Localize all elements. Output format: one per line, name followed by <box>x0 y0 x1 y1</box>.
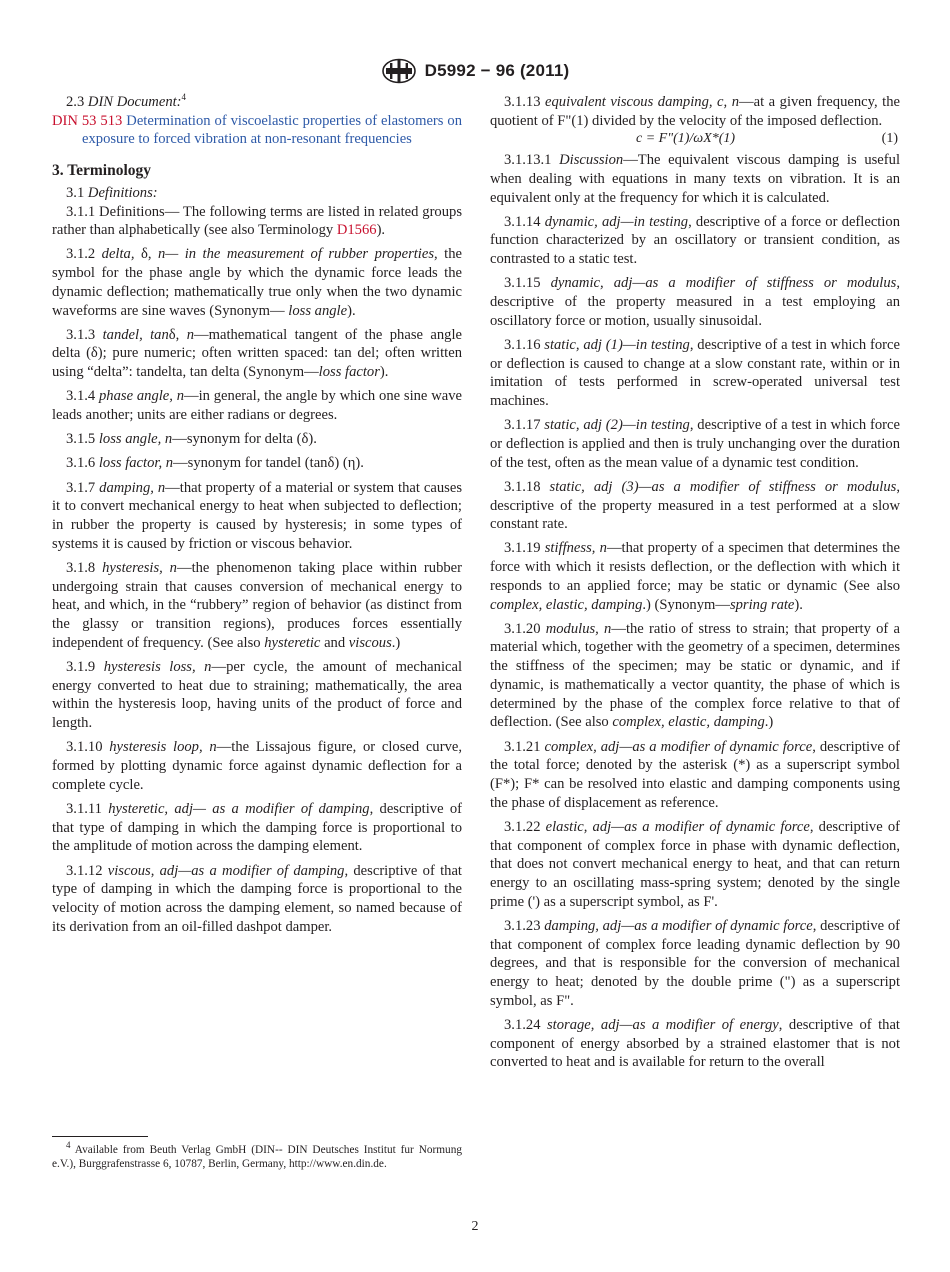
definition-3-1-24: 3.1.24 storage, adj—as a modifier of energy, descriptive of that component of energy absorbed by a strained elastomer that is not converted to heat and is available for return to the overall <box>490 1016 900 1071</box>
d1566-link[interactable]: D1566 <box>336 222 377 239</box>
page-header <box>0 55 950 87</box>
definition-3-1-15: 3.1.15 dynamic, adj—as a modifier of stiffness or modulus, descriptive of the property measured in a test employing an oscillatory force or motion, usually sinusoidal. <box>490 275 900 329</box>
left-column <box>52 93 462 942</box>
definition-3-1-8: 3.1.8 hysteresis, n—the phenomenon taking place within rubber undergoing strain that causes conversion of mechanical energy to heat, and which, in the “rubbery” region of behavior (as distinct from the glassy or transition regions), produces forces essentially independent of frequency. (See also hysteretic and viscous.) <box>52 559 462 651</box>
definition-3-1-5: 3.1.5 loss angle, n—synonym for delta (δ). <box>66 431 317 448</box>
equation-number: (1) <box>881 131 898 147</box>
astm-logo <box>381 58 417 84</box>
din-document-heading: 2.3 DIN Document:$^4$ <box>66 92 187 110</box>
right-column <box>490 93 900 1077</box>
definition-3-1: 3.1 Definitions: <box>66 184 158 201</box>
footnote-divider <box>52 1136 148 1137</box>
definition-3-1-16: 3.1.16 static, adj (1)—in testing, descriptive of a test in which force or deflection is caused to change at a slow constant rate, within or in imitation of tests performed in screw-operated universal test machines. <box>490 336 900 410</box>
equation-1 <box>490 130 900 149</box>
definition-3-1-9: 3.1.9 hysteresis loss, n—per cycle, the amount of mechanical energy converted to heat due to straining; mathematically, the area within the hysteresis loop, having units of the product of force and length. <box>52 658 463 732</box>
section-heading-terminology: 3. Terminology <box>52 162 152 180</box>
equation-expression: c = F"(1)/ωX*(1) <box>636 131 736 147</box>
definition-3-1-20: 3.1.20 modulus, n—the ratio of stress to strain; that property of a material which, together with the geometry of a specimen, determines the stiffness of the specimen; may be static or dynamic, and if dynamic, is mathematically a vector quantity, the phase of which is determined by the phase of the complex force relative to that of deflection. (See also complex, elastic, damping.) <box>490 620 900 731</box>
page-number: 2 <box>471 1219 479 1234</box>
footnote-text: Available from Beuth Verlag GmbH (DIN-- DIN Deutsches Institut fur Normung e.V.), Burggrafenstrasse 6, 10787, Berlin, Germany, http://www.en.din.de. <box>52 1144 462 1170</box>
definition-3-1-19: 3.1.19 stiffness, n—that property of a specimen that determines the force with which it resists deflection, or the deflection with which it responds to an applied force; may be static or dynamic (See also complex, elastic, damping.) (Synonym—spring rate). <box>490 540 900 613</box>
definition-3-1-12: 3.1.12 viscous, adj—as a modifier of damping, descriptive of that type of damping in which the damping force is proportional to the velocity of motion across the damping element, so named because of its derivation from an oil-filled dashpot damper. <box>52 862 462 935</box>
document-id: D5992 − 96 (2011) <box>424 61 570 80</box>
definition-3-1-14: 3.1.14 dynamic, adj—in testing, descriptive of a force or deflection function characterized by an oscillatory or transient condition, as contrasted to a static test. <box>490 213 900 268</box>
definition-3-1-11: 3.1.11 hysteretic, adj— as a modifier of damping, descriptive of that type of damping in which the damping force is proportional to the amplitude of motion across the damping element. <box>52 800 462 855</box>
definition-3-1-23: 3.1.23 damping, adj—as a modifier of dynamic force, descriptive of that component of complex force leading dynamic deflection by 90 degrees, and that is responsible for the conversion of mechanical energy to heat; denoted by the double prime (") as a superscript symbol, as F". <box>490 917 900 1009</box>
din-title[interactable]: Determination of viscoelastic properties of elastomers on exposure to forced vibration at non-resonant frequencies <box>82 112 462 148</box>
din-code[interactable]: DIN 53 513 <box>52 112 123 129</box>
definition-3-1-10: 3.1.10 hysteresis loop, n—the Lissajous figure, or closed curve, formed by plotting dynamic force against dynamic deflection for a complete cycle. <box>52 739 462 793</box>
footnote-4 <box>52 1140 462 1171</box>
definition-3-1-13-1: 3.1.13.1 Discussion—The equivalent viscous damping is useful when dealing with equations in many texts on vibration. It is an equivalent only at the frequency for which it is calculated. <box>490 152 900 206</box>
definition-3-1-18: 3.1.18 static, adj (3)—as a modifier of stiffness or modulus, descriptive of the property measured in a test performed at a slow constant rate. <box>490 478 900 533</box>
definition-3-1-6: 3.1.6 loss factor, n—synonym for tandel (tanδ) (η). <box>66 455 364 472</box>
din-reference-link[interactable] <box>52 112 462 149</box>
definition-3-1-3: 3.1.3 tandel, tanδ, n—mathematical tangent of the phase angle delta (δ); pure numeric; often written spaced: tan del; often written using “delta”: tandelta, tan delta (Synonym—loss factor). <box>52 326 462 381</box>
definition-3-1-13: 3.1.13 equivalent viscous damping, c, n—at a given frequency, the quotient of F"(1) divided by the velocity of the imposed deflection. <box>490 94 900 129</box>
footnote-mark: 4 <box>66 1140 71 1151</box>
definition-3-1-1: 3.1.1 Definitions— The following terms are listed in related groups rather than alphabetically (see also Terminology D1566). <box>52 203 462 239</box>
definition-3-1-22: 3.1.22 elastic, adj—as a modifier of dynamic force, descriptive of that component of complex force in phase with dynamic deflection, that does not convert mechanical energy to heat, and that can return energy to an oscillating mass-spring system; denoted by the single prime (') as a superscript symbol, as F'. <box>490 818 900 910</box>
definition-3-1-4: 3.1.4 phase angle, n—in general, the angle by which one sine wave leads another; units are either radians or degrees. <box>52 388 462 424</box>
definition-3-1-2: 3.1.2 delta, δ, n— in the measurement of rubber properties, the symbol for the phase angle by which the dynamic force leads the dynamic deflection; mathematically true only when the two dynamic waveforms are sine waves (Synonym— loss angle). <box>52 246 462 319</box>
definition-3-1-7: 3.1.7 damping, n—that property of a material or system that causes it to convert mechanical energy to heat when subjected to deflection; in rubber the property is caused by hysteresis; in some types of systems it is caused by friction or viscous behavior. <box>52 479 462 552</box>
definition-3-1-17: 3.1.17 static, adj (2)—in testing, descriptive of a test in which force or deflection is applied and then is truly unchanging over the duration of the test, often as the mean value of a dynamic test condition. <box>490 417 900 471</box>
definition-3-1-21: 3.1.21 complex, adj—as a modifier of dynamic force, descriptive of the total force; denoted by the asterisk (*) as a superscript symbol (F*); F* can be resolved into elastic and damping components using the phase of displacement as reference. <box>490 738 900 811</box>
